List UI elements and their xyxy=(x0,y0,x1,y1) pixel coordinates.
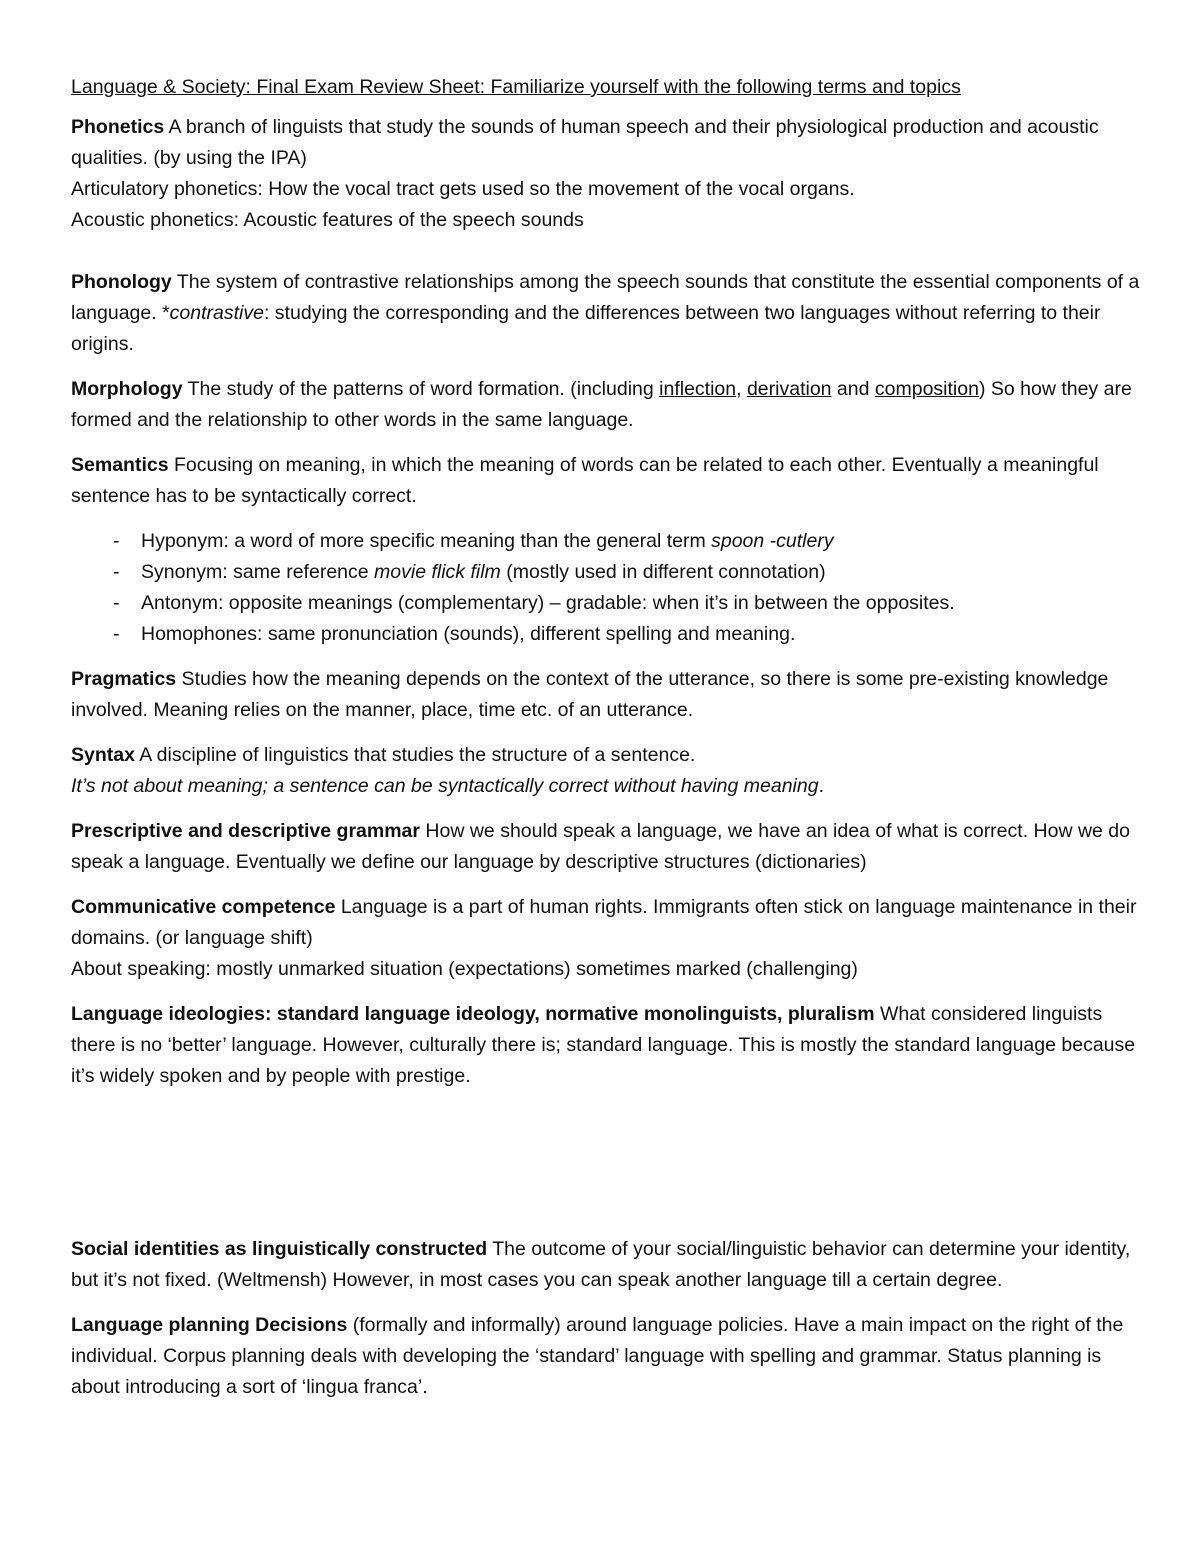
synonym-example: movie flick film xyxy=(374,561,501,583)
document-page xyxy=(71,72,1141,1403)
competence-speaking-line: About speaking: mostly unmarked situation (expectations) sometimes marked (challenging) xyxy=(71,958,858,980)
syntax-note-end: . xyxy=(818,775,825,797)
section-pragmatics xyxy=(71,664,1141,726)
section-semantics xyxy=(71,450,1141,650)
morphology-separator: and xyxy=(831,378,875,400)
pragmatics-term: Pragmatics xyxy=(71,668,177,690)
page-title: Language & Society: Final Exam Review Sheet: Familiarize yourself with the following terms and topics xyxy=(71,76,961,98)
hyponym-example: spoon -cutlery xyxy=(711,530,834,552)
section-language-planning xyxy=(71,1310,1141,1403)
syntax-paragraph xyxy=(71,740,1141,771)
phonology-italic-term: contrastive xyxy=(169,302,264,324)
competence-paragraph xyxy=(71,892,1141,954)
list-item xyxy=(71,557,1141,588)
antonym-text: Antonym: opposite meanings (complementary) – gradable: when it’s in between the opposites. xyxy=(141,592,955,614)
competence-definition: Language is a part of human rights. Immigrants often stick on language maintenance in their domains. (or language shift) xyxy=(71,896,1137,949)
semantics-paragraph xyxy=(71,450,1141,512)
ideologies-term: Language ideologies: standard language ideology, normative monolinguists, pluralism xyxy=(71,1003,875,1025)
articulatory-phonetics-line: Articulatory phonetics: How the vocal tract gets used so the movement of the vocal organs. xyxy=(71,178,855,200)
phonology-term: Phonology xyxy=(71,271,172,293)
syntax-definition: A discipline of linguistics that studies the structure of a sentence. xyxy=(134,744,696,766)
ideologies-definition: What considered linguists there is no ‘better’ language. However, culturally there is; standard language. This is mostly the standard language because it’s widely spoken and by people with prestige. xyxy=(71,1003,1136,1087)
semantics-list xyxy=(71,526,1141,650)
grammar-definition: How we should speak a language, we have an idea of what is correct. How we do speak a language. Eventually we define our language by descriptive structures (dictionaries) xyxy=(71,820,1130,873)
hyponym-text: Hyponym: a word of more specific meaning than the general term xyxy=(141,530,712,552)
morphology-definition-cont: ) So how they are formed and the relationship to other words in the same language. xyxy=(71,378,1132,431)
morphology-term: Morphology xyxy=(71,378,183,400)
phonology-definition-cont: : studying the corresponding and the differences between two languages without referring to their origins. xyxy=(71,302,1101,355)
syntax-italic-note: It’s not about meaning; a sentence can be syntactically correct without having meaning xyxy=(71,775,819,797)
phonetics-term: Phonetics xyxy=(71,116,165,138)
dash-bullet: - xyxy=(113,530,120,552)
grammar-term: Prescriptive and descriptive grammar xyxy=(71,820,420,842)
list-item xyxy=(71,588,1141,619)
blank-space xyxy=(71,1092,1141,1234)
dash-bullet: - xyxy=(113,592,120,614)
identities-term: Social identities as linguistically constructed xyxy=(71,1238,488,1260)
section-grammar xyxy=(71,816,1141,878)
inflection-underlined: inflection xyxy=(659,378,737,400)
section-phonology xyxy=(71,267,1141,360)
syntax-term: Syntax xyxy=(71,744,135,766)
pragmatics-definition: Studies how the meaning depends on the context of the utterance, so there is some pre-existing knowledge involved. Meaning relies on the manner, place, time etc. of an utterance. xyxy=(71,668,1109,721)
identities-definition: The outcome of your social/linguistic behavior can determine your identity, but it’s not fixed. (Weltmensh) However, in most cases you can speak another language till a certain degree. xyxy=(71,1238,1131,1291)
morphology-separator: , xyxy=(736,378,747,400)
section-social-identities xyxy=(71,1234,1141,1296)
synonym-note: (mostly used in different connotation) xyxy=(500,561,826,583)
phonetics-definition: A branch of linguists that study the sounds of human speech and their physiological production and acoustic qualities. (by using the IPA) xyxy=(71,116,1099,169)
semantics-term: Semantics xyxy=(71,454,169,476)
dash-bullet: - xyxy=(113,561,120,583)
section-syntax xyxy=(71,740,1141,802)
dash-bullet: - xyxy=(113,623,120,645)
section-phonetics xyxy=(71,112,1141,236)
competence-term: Communicative competence xyxy=(71,896,336,918)
section-morphology xyxy=(71,374,1141,436)
planning-definition: (formally and informally) around language policies. Have a main impact on the right of the individual. Corpus planning deals with developing the ‘standard’ language with spelling and grammar. Status planning is about introducing a sort of ‘lingua franca’. xyxy=(71,1314,1124,1398)
morphology-definition: The study of the patterns of word formation. (including xyxy=(182,378,660,400)
phonetics-paragraph xyxy=(71,112,1141,174)
list-item xyxy=(71,526,1141,557)
composition-underlined: composition xyxy=(874,378,979,400)
section-language-ideologies xyxy=(71,999,1141,1092)
phonology-definition: The system of contrastive relationships among the speech sounds that constitute the essential components of a language. * xyxy=(71,271,1140,324)
list-item xyxy=(71,619,1141,650)
derivation-underlined: derivation xyxy=(746,378,832,400)
syntax-note xyxy=(71,771,1141,802)
semantics-definition: Focusing on meaning, in which the meaning of words can be related to each other. Eventually a meaningful sentence has to be syntactically correct. xyxy=(71,454,1099,507)
synonym-text: Synonym: same reference xyxy=(141,561,375,583)
planning-term: Language planning Decisions xyxy=(71,1314,348,1336)
acoustic-phonetics-line: Acoustic phonetics: Acoustic features of the speech sounds xyxy=(71,209,584,231)
section-communicative-competence xyxy=(71,892,1141,985)
homophones-text: Homophones: same pronunciation (sounds), different spelling and meaning. xyxy=(141,623,796,645)
